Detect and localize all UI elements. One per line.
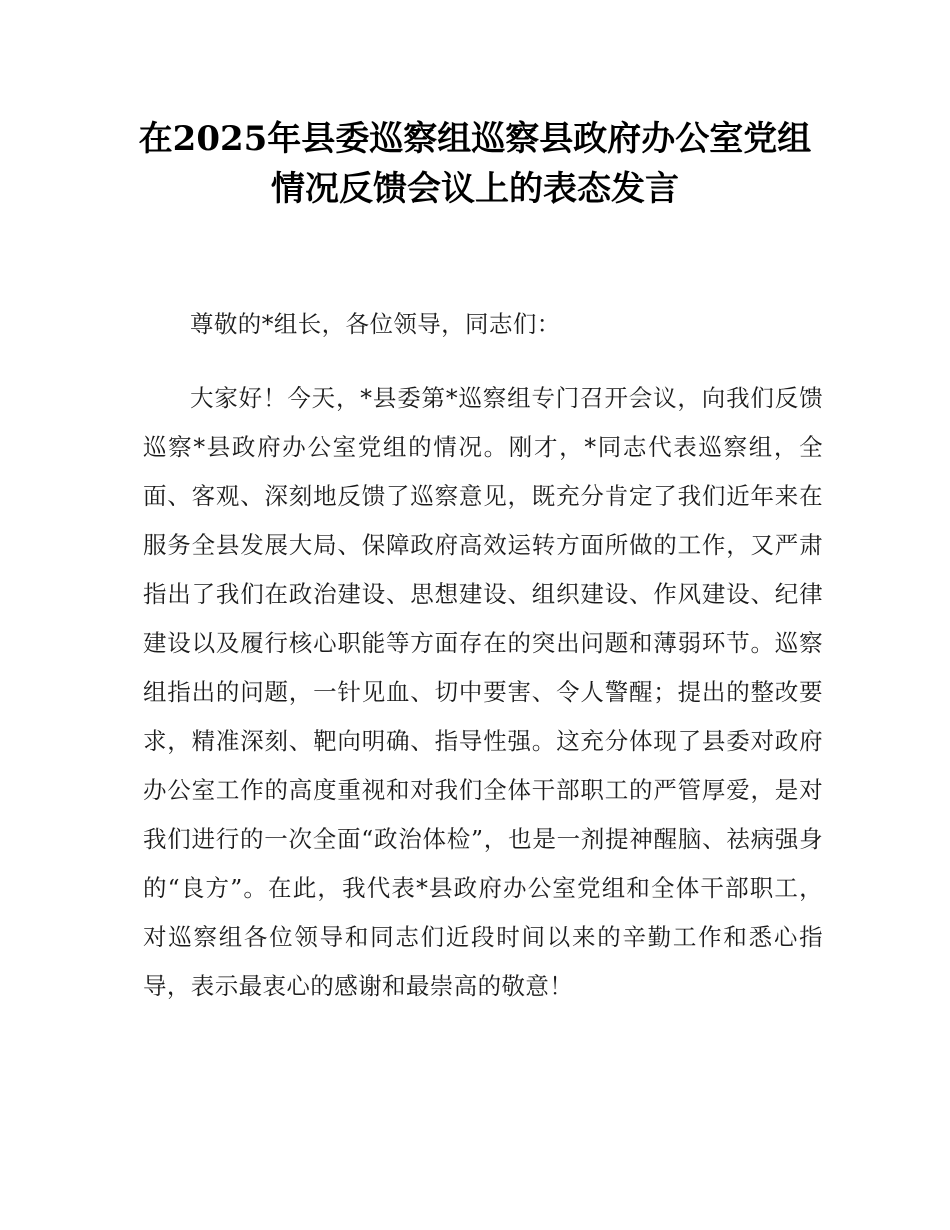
document-title-line-2: 情况反馈会议上的表态发言: [271, 169, 679, 209]
salutation: 尊敬的*组长，各位领导，同志们：: [190, 310, 561, 338]
document-title-line-1: 在2025年县委巡察组巡察县政府办公室党组: [138, 119, 812, 159]
body-paragraph: 大家好！今天，*县委第*巡察组专门召开会议，向我们反馈巡察*县政府办公室党组的情况。刚才，*同志代表巡察组，全面、客观、深刻地反馈了巡察意见，既充分肯定了我们近年来在服务全县发展大局、保障政府高效运转方面所做的工作，又严肃指出了我们在政治建设、思想建设、组织建设、作风建设、纪律建设以及履行核心职能等方面存在的突出问题和薄弱环节。巡察组指出的问题，一针见血、切中要害、令人警醒；提出的整改要求，精准深刻、靶向明确、指导性强。这充分体现了县委对政府办公室工作的高度重视和对我们全体干部职工的严管厚爱，是对我们进行的一次全面“政治体检”，也是一剂提神醒脑、祛病强身的“良方”。在此，我代表*县政府办公室党组和全体干部职工，对巡察组各位领导和同志们近段时间以来的辛勤工作和悉心指导，表示最衷心的感谢和最崇高的敬意！: [143, 384, 823, 1000]
document-body: [143, 300, 823, 1011]
